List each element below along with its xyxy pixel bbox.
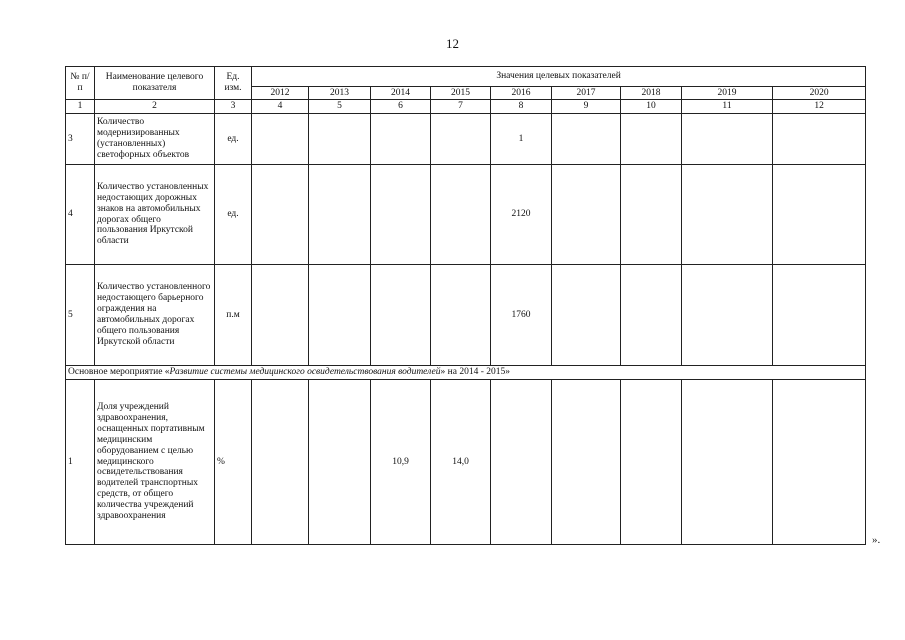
table-row xyxy=(66,165,866,265)
value-cell xyxy=(621,165,682,265)
year-header: 2019 xyxy=(682,87,773,100)
value-cell xyxy=(682,165,773,265)
value-cell: 1 xyxy=(491,114,552,165)
value-cell xyxy=(309,265,371,366)
target-indicators-table xyxy=(65,66,866,545)
section-row xyxy=(66,366,866,380)
year-header: 2018 xyxy=(621,87,682,100)
value-cell xyxy=(552,380,621,545)
table-row xyxy=(66,114,866,165)
column-number: 1 xyxy=(66,100,95,114)
value-cell xyxy=(252,380,309,545)
value-cell xyxy=(773,265,866,366)
column-number: 8 xyxy=(491,100,552,114)
value-cell xyxy=(309,380,371,545)
value-cell xyxy=(773,380,866,545)
unit: п.м xyxy=(215,265,252,366)
section-title: Основное мероприятие «Развитие системы медицинского освидетельствования водителей» на 2014 - 2015» xyxy=(66,366,866,380)
year-header: 2012 xyxy=(252,87,309,100)
column-number: 11 xyxy=(682,100,773,114)
column-number: 2 xyxy=(95,100,215,114)
row-number: 3 xyxy=(66,114,95,165)
value-cell xyxy=(621,265,682,366)
value-cell xyxy=(621,114,682,165)
table-row xyxy=(66,265,866,366)
row-number: 5 xyxy=(66,265,95,366)
value-cell xyxy=(621,380,682,545)
column-number: 12 xyxy=(773,100,866,114)
row-number: 1 xyxy=(66,380,95,545)
indicator-name: Количество установленного недостающего барьерного ограждения на автомобильных дорогах общего пользования Иркутской области xyxy=(95,265,215,366)
year-header: 2017 xyxy=(552,87,621,100)
column-number: 7 xyxy=(431,100,491,114)
row-number: 4 xyxy=(66,165,95,265)
value-cell xyxy=(252,265,309,366)
value-cell xyxy=(682,114,773,165)
header-unit: Ед. изм. xyxy=(215,67,252,100)
indicator-name: Количество установленных недостающих дорожных знаков на автомобильных дорогах общего пользования Иркутской области xyxy=(95,165,215,265)
closing-quote: ». xyxy=(872,534,881,546)
year-header: 2013 xyxy=(309,87,371,100)
unit: ед. xyxy=(215,114,252,165)
column-number: 4 xyxy=(252,100,309,114)
unit: ед. xyxy=(215,165,252,265)
value-cell xyxy=(431,265,491,366)
value-cell: 1760 xyxy=(491,265,552,366)
value-cell: 2120 xyxy=(491,165,552,265)
value-cell xyxy=(252,114,309,165)
value-cell xyxy=(773,165,866,265)
year-header: 2015 xyxy=(431,87,491,100)
column-number: 10 xyxy=(621,100,682,114)
value-cell xyxy=(431,114,491,165)
column-number: 9 xyxy=(552,100,621,114)
value-cell xyxy=(431,165,491,265)
value-cell xyxy=(491,380,552,545)
value-cell xyxy=(552,114,621,165)
value-cell xyxy=(309,165,371,265)
indicator-name: Количество модернизированных (установленных) светофорных объектов xyxy=(95,114,215,165)
value-cell xyxy=(552,265,621,366)
value-cell xyxy=(773,114,866,165)
header-name: Наименование целевого показателя xyxy=(95,67,215,100)
column-numbers-row xyxy=(66,100,866,114)
page-number: 12 xyxy=(446,36,459,51)
unit: % xyxy=(215,380,252,545)
table-row xyxy=(66,380,866,545)
year-header: 2014 xyxy=(371,87,431,100)
value-cell xyxy=(309,114,371,165)
value-cell xyxy=(682,380,773,545)
value-cell xyxy=(371,114,431,165)
year-header: 2020 xyxy=(773,87,866,100)
indicator-name: Доля учреждений здравоохранения, оснащенных портативным медицинским оборудованием с целью медицинского освидетельствования водителей транспортных средств, от общего количества учреждений здравоохранения xyxy=(95,380,215,545)
column-number: 3 xyxy=(215,100,252,114)
column-number: 5 xyxy=(309,100,371,114)
value-cell xyxy=(682,265,773,366)
value-cell xyxy=(371,265,431,366)
value-cell: 14,0 xyxy=(431,380,491,545)
header-num: № п/п xyxy=(66,67,95,100)
value-cell xyxy=(252,165,309,265)
year-header: 2016 xyxy=(491,87,552,100)
value-cell: 10,9 xyxy=(371,380,431,545)
column-number: 6 xyxy=(371,100,431,114)
header-values-title: Значения целевых показателей xyxy=(252,67,866,87)
value-cell xyxy=(552,165,621,265)
value-cell xyxy=(371,165,431,265)
